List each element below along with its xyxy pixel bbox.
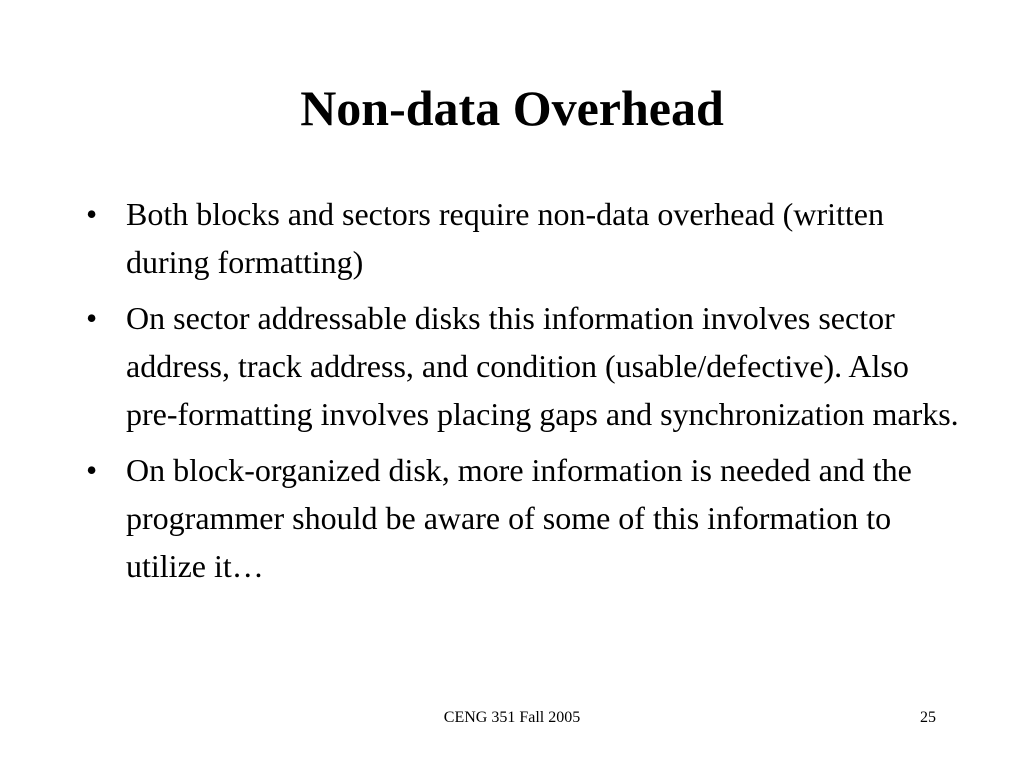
bullet-item (84, 446, 964, 590)
bullet-text: On sector addressable disks this information involves sector address, track address, and condition (usable/defective). Also pre-formatting involves placing gaps and synchronization marks. (126, 300, 959, 432)
bullet-dot-icon: • (86, 300, 98, 336)
bullet-dot-icon: • (86, 452, 98, 488)
bullet-dot-icon: • (86, 196, 98, 232)
bullet-text: Both blocks and sectors require non-data overhead (written during formatting) (126, 196, 884, 280)
bullet-item (84, 294, 964, 438)
bullet-list (84, 190, 964, 598)
bullet-text: On block-organized disk, more information is needed and the programmer should be aware of some of this information to utilize it… (126, 452, 912, 584)
slide-title: Non-data Overhead (300, 80, 724, 136)
bullet-item (84, 190, 964, 286)
page-number: 25 (920, 709, 936, 726)
footer-course: CENG 351 Fall 2005 (443, 709, 581, 726)
